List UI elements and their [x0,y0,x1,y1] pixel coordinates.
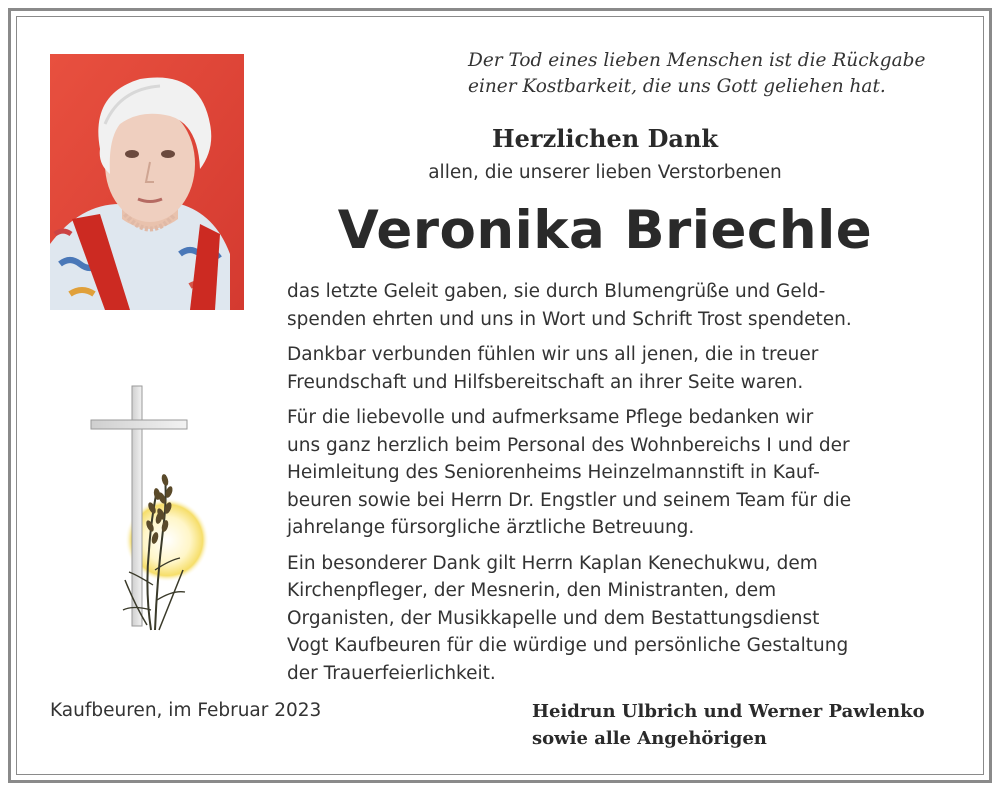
text-line: Organisten, der Musikkapelle und dem Bestattungsdienst [287,607,820,629]
text-line: Ein besonderer Dank gilt Herrn Kaplan Kenechukwu, dem [287,552,818,574]
quote [468,48,958,100]
text-line: Kirchenpfleger, der Mesnerin, den Ministranten, dem [287,580,777,601]
subheading: allen, die unserer lieben Verstorbenen [428,162,782,183]
deceased-name: Veronika Briechle [337,200,873,261]
signature-line-1: Heidrun Ulbrich und Werner Pawlenko [532,701,925,722]
portrait-photo [50,54,244,310]
quote-line-2: einer Kostbarkeit, die uns Gott geliehen hat. [468,76,886,97]
paragraph-1 [287,278,967,333]
text-line: Vogt Kaufbeuren für die würdige und persönliche Gestaltung [287,635,849,656]
text-line: beuren sowie bei Herrn Dr. Engstler und seinem Team für die [287,489,852,511]
paragraph-3 [287,404,967,542]
signature [532,698,925,752]
body-text [287,278,967,695]
text-line: uns ganz herzlich beim Personal des Wohnbereichs I und der [287,434,850,456]
paragraph-2 [287,341,967,396]
signature-line-2: sowie alle Angehörigen [532,728,767,749]
text-line: jahrelange fürsorgliche ärztliche Betreuung. [287,517,695,538]
text-line: das letzte Geleit gaben, sie durch Blumengrüße und Geld- [287,281,826,302]
text-line: der Trauerfeierlichkeit. [287,662,496,684]
paragraph-4 [287,550,967,688]
place-date: Kaufbeuren, im Februar 2023 [50,700,322,721]
text-line: spenden ehrten und uns in Wort und Schrift Trost spendeten. [287,308,852,330]
quote-line-1: Der Tod eines lieben Menschen ist die Rückgabe [468,50,926,71]
text-line: Freundschaft und Hilfsbereitschaft an ihrer Seite waren. [287,371,804,393]
text-line: Dankbar verbunden fühlen wir uns all jenen, die in treuer [287,344,819,365]
heading: Herzlichen Dank [491,124,719,153]
text-line: Für die liebevolle und aufmerksame Pflege bedanken wir [287,407,814,428]
text-line: Heimleitung des Seniorenheims Heinzelmannstift in Kauf- [287,462,820,483]
cross-with-wheat-icon [85,380,215,640]
